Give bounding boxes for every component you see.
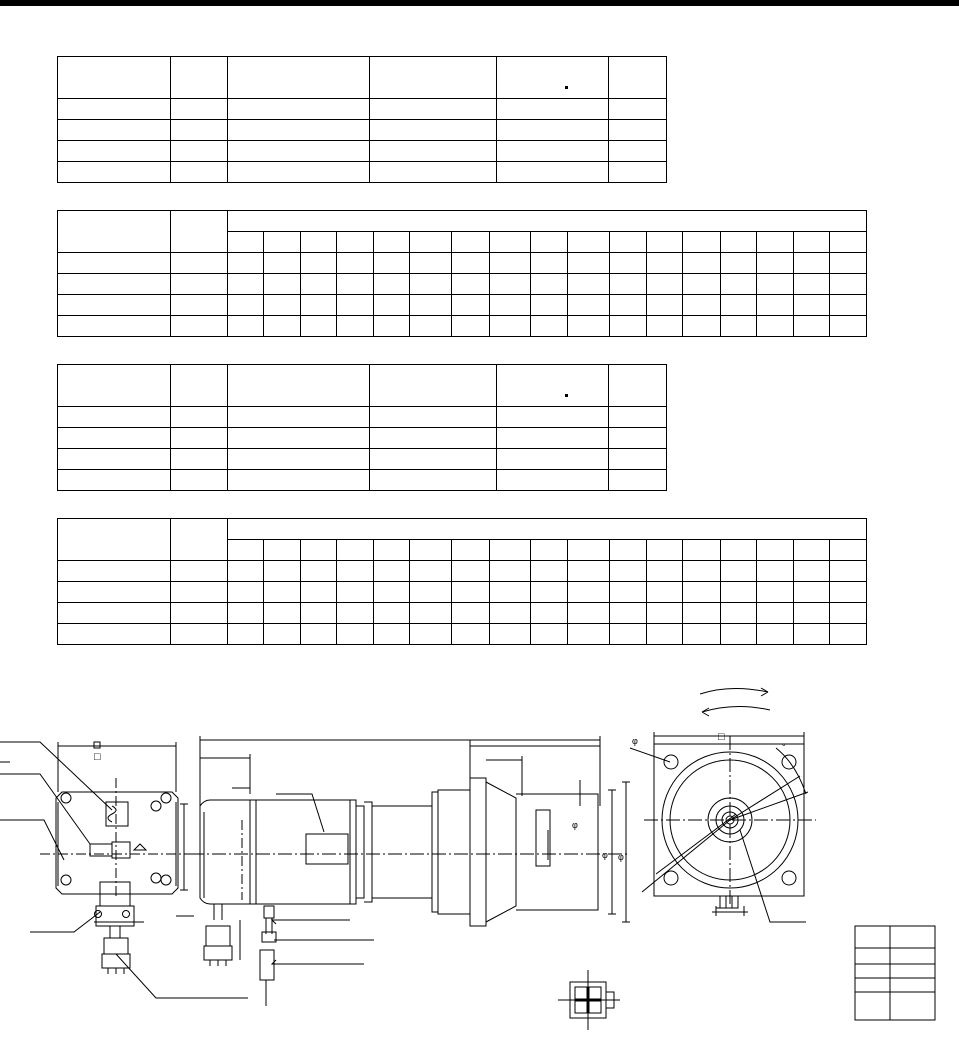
front-view — [630, 732, 816, 922]
decimal-dot — [565, 86, 568, 89]
dimension-table-1 — [57, 210, 867, 337]
degree-symbol: ° — [782, 742, 786, 752]
diameter-symbol-boss: φ — [572, 820, 578, 830]
diameter-symbol-hole: φ — [632, 736, 638, 746]
motor-outline-drawing — [0, 670, 959, 1046]
decimal-dot — [565, 394, 568, 397]
diameter-symbol-shaft: φ — [602, 850, 608, 860]
square-symbol-front: □ — [718, 731, 725, 743]
side-view — [176, 736, 630, 1006]
pin-table — [855, 926, 935, 1020]
square-symbol-rear: □ — [94, 751, 101, 763]
header-bar — [0, 0, 959, 6]
rotation-arrows — [700, 688, 770, 716]
diameter-symbol-flange: φ — [618, 852, 624, 862]
connector-pinout — [558, 970, 620, 1030]
spec-table-1 — [57, 56, 667, 183]
dimension-table-2 — [57, 518, 867, 645]
spec-table-2 — [57, 364, 667, 491]
